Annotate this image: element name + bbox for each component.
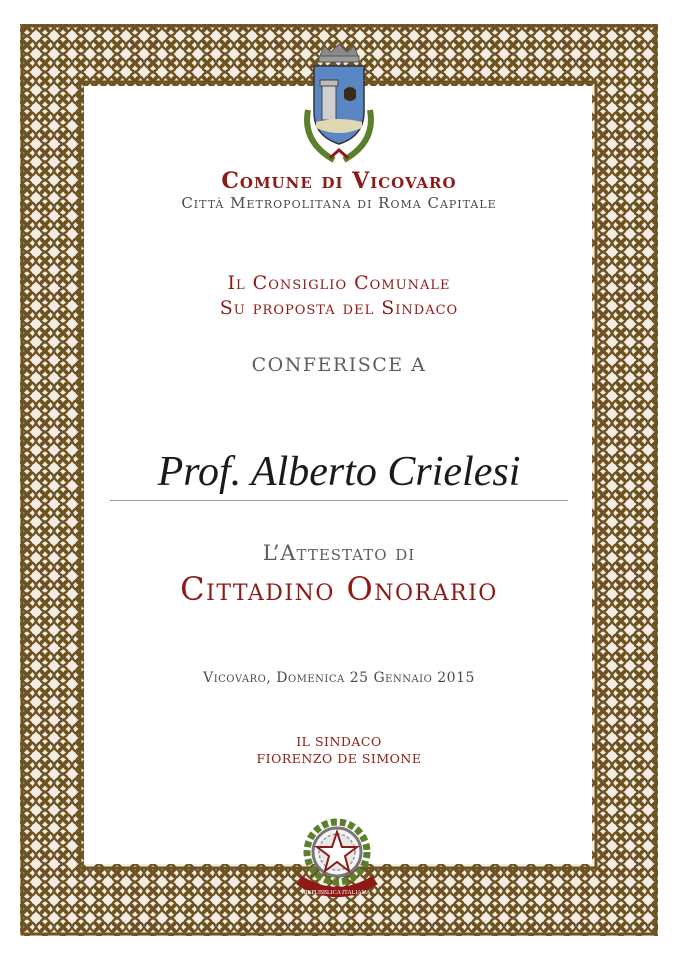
citta-subtitle: Città Metropolitana di Roma Capitale: [181, 194, 497, 212]
conferisce-line: CONFERISCE A: [251, 354, 427, 376]
emblem-ribbon-text: REPUBBLICA ITALIANA: [303, 890, 371, 896]
place-date-line: Vicovaro, Domenica 25 Gennaio 2015: [203, 670, 475, 686]
vicovaro-crest-logo: [300, 42, 378, 164]
titolo-line: Cittadino Onorario: [180, 570, 498, 608]
recipient-name: Prof. Alberto Crielesi: [157, 449, 521, 495]
sindaco-name: FIORENZO DE SIMONE: [256, 751, 422, 766]
attestato-line: L’Attestato di: [262, 541, 416, 565]
consiglio-line: Il Consiglio Comunale: [227, 272, 451, 294]
sindaco-role: IL SINDACO: [296, 734, 382, 749]
comune-title: Comune di Vicovaro: [221, 168, 457, 194]
repubblica-italiana-emblem: [289, 808, 385, 904]
name-underline: [110, 500, 568, 501]
proposta-line: Su proposta del Sindaco: [219, 297, 459, 319]
